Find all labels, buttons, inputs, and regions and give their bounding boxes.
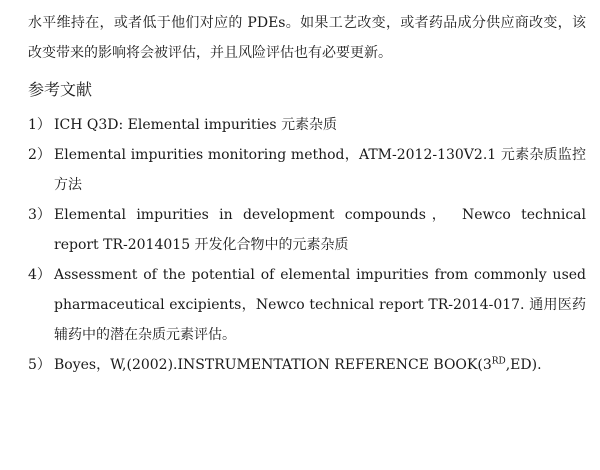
reference-item [28,260,586,350]
reference-item [28,350,586,380]
references-heading: 参考文献 [28,80,93,99]
reference-text: Assessment of the potential of elemental impurities from commonly used pharmaceutical excipients，Newco technical report TR-2014-017. 通用医药辅药中的潜在杂质元素评估。 [54,267,586,343]
reference-item [28,110,586,140]
reference-number: 2） [28,147,51,163]
reference-number: 3） [28,207,51,223]
reference-text: ICH Q3D: Elemental impurities 元素杂质 [54,117,338,133]
references-list [28,110,586,380]
reference-text: Elemental impurities in development compounds， Newco technical report TR-2014015 开发化合物中的元素杂质 [54,207,586,253]
reference-item [28,140,586,200]
reference-text: Elemental impurities monitoring method，ATM-2012-130V2.1 元素杂质监控方法 [54,147,586,193]
reference-text-tail: ,ED). [505,357,542,373]
reference-number: 4） [28,267,51,283]
reference-text [54,350,586,380]
reference-item [28,200,586,260]
reference-number: 5） [28,357,51,373]
reference-superscript: RD [491,356,506,367]
reference-text-main: Boyes，W,(2002).INSTRUMENTATION REFERENCE BOOK(3 [54,357,492,373]
intro-paragraph: 水平维持在，或者低于他们对应的 PDEs。如果工艺改变，或者药品成分供应商改变，该改变带来的影响将会被评估，并且风险评估也有必要更新。 [28,15,586,61]
reference-number: 1） [28,117,51,133]
